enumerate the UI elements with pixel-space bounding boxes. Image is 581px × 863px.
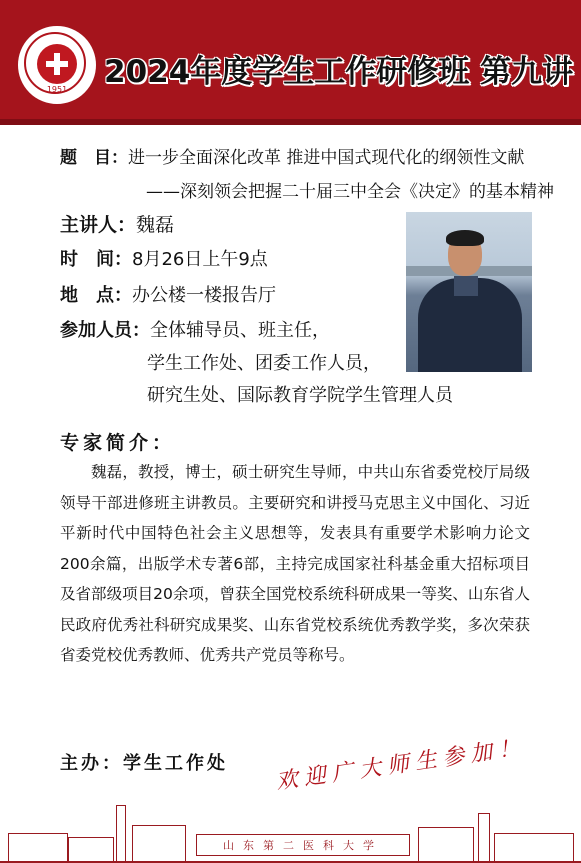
logo-year: 1951 <box>46 85 68 94</box>
time-row <box>60 245 268 271</box>
bio-text: 魏磊，教授，博士，硕士研究生导师，中共山东省委党校厅局级领导干部进修班主讲教员。主要研究和讲授马克思主义中国化、习近平新时代中国特色社会主义思想等，发表具有重要学术影响力论文200余篇，出版学术专著6部，主持完成国家社科基金重大招标项目及省部级项目20余项，曾获全国党校系统科研成果一等奖、山东省人民政府优秀社科研究成果奖、山东省党校系统优秀教学奖，多次荣获省委党校优秀教师、优秀共产党员等称号。 <box>60 463 530 664</box>
footer-campus-illustration <box>0 800 581 863</box>
building-icon <box>8 833 68 863</box>
speaker-name: 魏磊 <box>136 214 175 236</box>
time-label: 时 间： <box>60 249 132 270</box>
place-row <box>60 281 276 307</box>
attendees-line-3: 研究生处、国际教育学院学生管理人员 <box>147 385 453 406</box>
place-value: 办公楼一楼报告厅 <box>132 285 276 306</box>
speaker-row <box>60 210 174 237</box>
topic-row <box>60 143 524 168</box>
bio-heading: 专家简介： <box>60 432 176 454</box>
attendees-line-2: 学生工作处、团委工作人员， <box>147 353 381 374</box>
topic-line-1: 进一步全面深化改革 推进中国式现代化的纲领性文献 <box>128 148 525 168</box>
organizer: 主办：学生工作处 <box>60 753 228 774</box>
footer-university-name: 山东第二医科大学 <box>196 834 410 856</box>
gate-icon <box>132 825 186 863</box>
page-title: 2024年度学生工作研修班 第九讲 <box>104 54 574 90</box>
header-banner <box>0 0 581 125</box>
tower-icon <box>116 805 126 863</box>
welcome-message: 欢迎广大师生参加！ <box>274 735 528 795</box>
time-value: 8月26日上午9点 <box>132 249 268 270</box>
university-logo <box>18 26 96 104</box>
place-label: 地 点： <box>60 285 132 306</box>
attendees-line-1: 全体辅导员、班主任， <box>150 320 330 341</box>
speaker-label: 主讲人： <box>60 214 137 236</box>
topic-line-2: ——深刻领会把握二十届三中全会《决定》的基本精神 <box>146 182 554 202</box>
attendees-label: 参加人员： <box>60 320 150 341</box>
speaker-photo <box>406 212 532 372</box>
topic-label: 题 目： <box>60 148 128 168</box>
attendees-row <box>60 316 330 342</box>
